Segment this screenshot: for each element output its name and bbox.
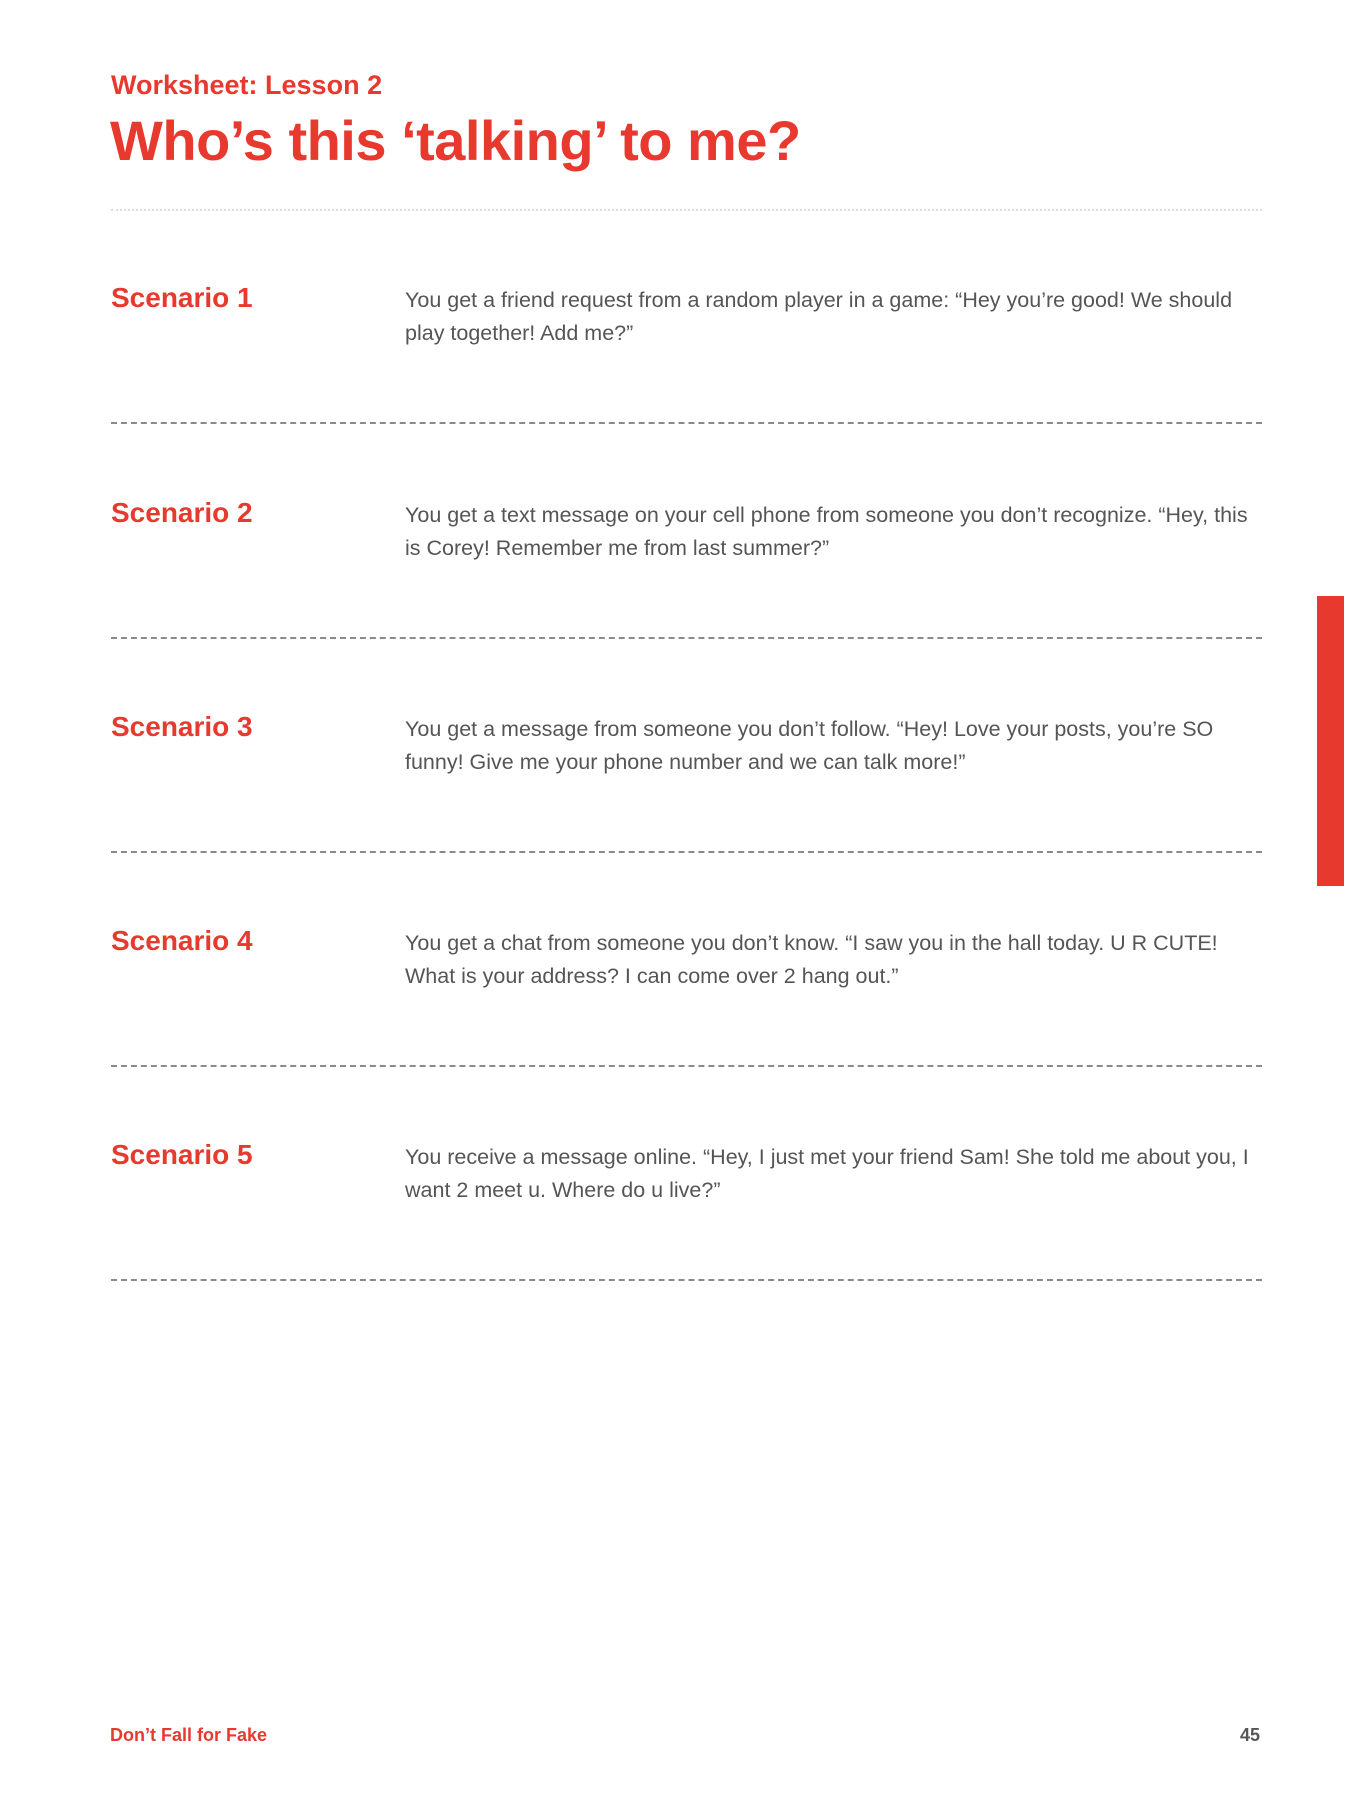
worksheet-kicker: Worksheet: Lesson 2: [111, 70, 383, 100]
title-divider: [111, 209, 1262, 211]
section-tab-marker: [1317, 596, 1344, 886]
scenario-divider: [111, 1065, 1262, 1067]
scenario-label: Scenario 1: [111, 282, 253, 313]
scenario-text: You get a message from someone you don’t follow. “Hey! Love your posts, you’re SO funny! Give me your phone number and we can talk more!”: [405, 717, 1214, 774]
page-title: Who’s this ‘talking’ to me?: [110, 109, 801, 172]
scenario-divider: [111, 851, 1262, 853]
scenario-text: You receive a message online. “Hey, I just met your friend Sam! She told me about you, I want 2 meet u. Where do u live?”: [405, 1145, 1249, 1202]
scenario-text: You get a chat from someone you don’t know. “I saw you in the hall today. U R CUTE! What is your address? I can come over 2 hang out.”: [405, 931, 1218, 988]
footer-publication-title: Don’t Fall for Fake: [110, 1725, 268, 1745]
scenario-label: Scenario 5: [111, 1139, 253, 1170]
scenario-text: You get a text message on your cell phone from someone you don’t recognize. “Hey, this is Corey! Remember me from last summer?”: [405, 503, 1248, 560]
scenario-text: You get a friend request from a random player in a game: “Hey you’re good! We should play together! Add me?”: [405, 288, 1233, 345]
scenario-label: Scenario 3: [111, 711, 253, 742]
scenario-label: Scenario 4: [111, 925, 253, 956]
scenario-divider: [111, 422, 1262, 424]
scenario-divider: [111, 637, 1262, 639]
scenario-divider: [111, 1279, 1262, 1281]
scenario-label: Scenario 2: [111, 497, 253, 528]
page-number: 45: [1239, 1725, 1260, 1745]
